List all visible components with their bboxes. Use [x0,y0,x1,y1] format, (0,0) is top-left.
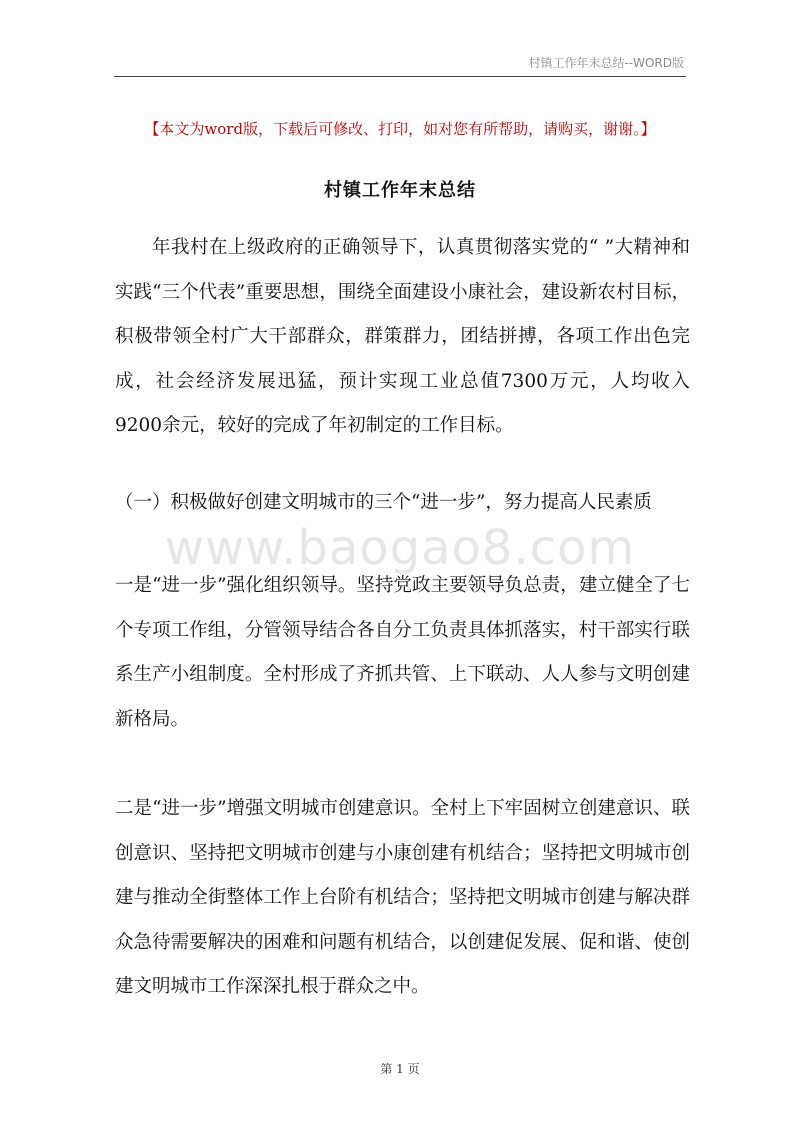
header-divider [114,76,686,77]
intro-paragraph: 年我村在上级政府的正确领导下，认真贯彻落实党的“ ”大精神和实践“三个代表”重要思想，围绕全面建设小康社会，建设新农村目标，积极带领全村广大干部群众，群策群力，团结拼搏，各项工作出色完成，社会经济发展迅猛，预计实现工业总值7300万元，人均收入9200余元，较好的完成了年初制定的工作目标。 [115,237,690,436]
point-paragraph-2: 二是“进一步”增强文明城市创建意识。全村上下牢固树立创建意识、联创意识、坚持把文明城市创建与小康创建有机结合；坚持把文明城市创建与推动全街整体工作上台阶有机结合；坚持把文明城市创建与解决群众急待需要解决的困难和问题有机结合，以创建促发展、促和谐、使创建文明城市工作深深扎根于群众之中。 [115,798,690,997]
page-number: 第 1 页 [380,1062,420,1076]
point-paragraph-1: 一是“进一步”强化组织领导。坚持党政主要领导负总责，建立健全了七个专项工作组，分管领导结合各自分工负责具体抓落实，村干部实行联系生产小组制度。全村形成了齐抓共管、上下联动、人人参与文明创建新格局。 [115,575,690,730]
watermark: www.baogao8.com [164,520,636,576]
running-header: 村镇工作年末总结--WORD版 [528,56,684,70]
document-title: 村镇工作年末总结 [324,180,476,201]
purchase-notice: 【本文为word版，下载后可修改、打印，如对您有所帮助，请购买，谢谢。】 [144,120,656,138]
section-heading: （一）积极做好创建文明城市的三个“进一步”，努力提高人民素质 [115,492,652,513]
